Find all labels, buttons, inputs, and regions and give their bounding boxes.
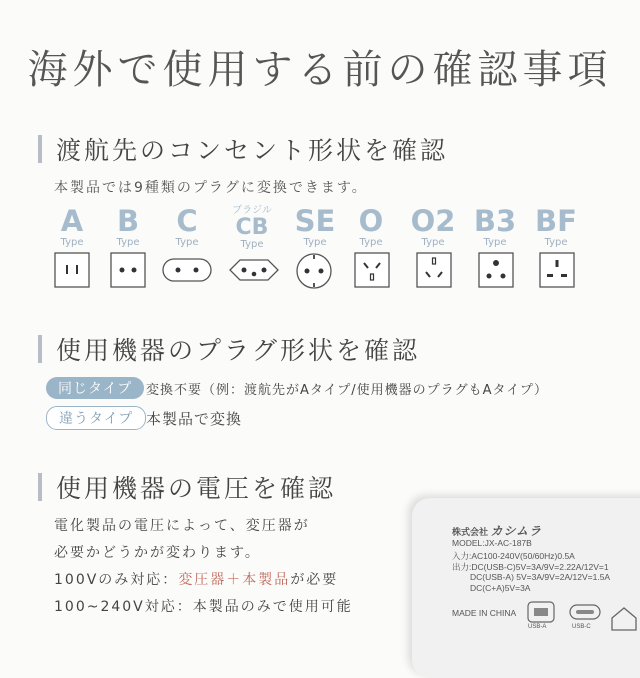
socket-c-icon xyxy=(162,252,212,288)
charger-made-in: MADE IN CHINA xyxy=(452,608,517,618)
voltage-100v-line: 100Vのみ対応：変圧器＋本製品が必要 xyxy=(54,572,339,588)
socket-icons xyxy=(44,252,604,294)
charger-brand: カシムラ xyxy=(490,524,543,538)
transformer-highlight: 変圧器＋本製品 xyxy=(178,572,291,588)
type-se: SE Type xyxy=(294,204,336,248)
voltage-text-line-1: 電化製品の電圧によって、変圧器が xyxy=(54,518,310,534)
socket-se-icon xyxy=(295,252,333,290)
type-bf: BF Type xyxy=(535,204,577,248)
type-o2: O2 Type xyxy=(410,204,456,248)
socket-b-icon xyxy=(110,252,146,288)
section-title: 使用機器のプラグ形状を確認 xyxy=(56,336,421,365)
charger-port-icons xyxy=(524,596,640,640)
socket-o-icon xyxy=(354,252,390,288)
type-b: B Type xyxy=(116,204,140,248)
same-type-description: 変換不要（例：渡航先がAタイプ/使用機器のプラグもAタイプ） xyxy=(146,383,548,398)
section-title: 渡航先のコンセント形状を確認 xyxy=(56,136,449,165)
usb-a-port-label: USB-A xyxy=(528,624,547,630)
charger-output-2: DC(USB-A) 5V=3A/9V=2A/12V=1.5A xyxy=(470,572,611,582)
section-subtitle: 本製品では9種類のプラグに変換できます。 xyxy=(54,180,368,196)
voltage-240v-line: 100~240V対応：本製品のみで使用可能 xyxy=(54,599,353,615)
socket-o2-icon xyxy=(416,252,452,288)
usb-c-port-label: USB-C xyxy=(572,624,591,630)
section-bar xyxy=(38,335,42,363)
charger-input: 入力:AC100-240V(50/60Hz)0.5A xyxy=(452,551,575,561)
charger-output-3: DC(C+A)5V=3A xyxy=(470,583,531,593)
type-c: C Type xyxy=(175,204,199,248)
charger-model: MODEL:JX-AC-187B xyxy=(452,538,532,548)
section-outlet-heading xyxy=(38,134,448,164)
type-b3: B3 Type xyxy=(473,204,517,248)
type-cb: ブラジル CB Type xyxy=(232,205,272,250)
section-title: 使用機器の電圧を確認 xyxy=(56,474,337,503)
type-a: A Type xyxy=(60,204,84,248)
charger-output-1: 出力:DC(USB-C)5V=3A/9V=2.22A/12V=1 xyxy=(452,562,609,572)
socket-bf-icon xyxy=(539,252,575,288)
socket-cb-icon xyxy=(228,252,280,288)
type-o: O Type xyxy=(358,204,384,248)
section-bar xyxy=(38,135,42,163)
section-voltage-heading xyxy=(38,472,336,502)
voltage-text-line-2: 必要かどうかが変わります。 xyxy=(54,545,261,561)
section-bar xyxy=(38,473,42,501)
socket-b3-icon xyxy=(478,252,514,288)
socket-a-icon xyxy=(54,252,90,288)
section-plug-heading xyxy=(38,334,420,364)
same-type-badge: 同じタイプ xyxy=(46,377,144,399)
page-title: 海外で使用する前の確認事項 xyxy=(27,47,613,93)
different-type-badge: 違うタイプ xyxy=(46,406,146,430)
different-type-description: 本製品で変換 xyxy=(146,410,243,428)
charger-device xyxy=(412,498,640,678)
charger-company: 株式会社 カシムラ xyxy=(452,524,543,538)
